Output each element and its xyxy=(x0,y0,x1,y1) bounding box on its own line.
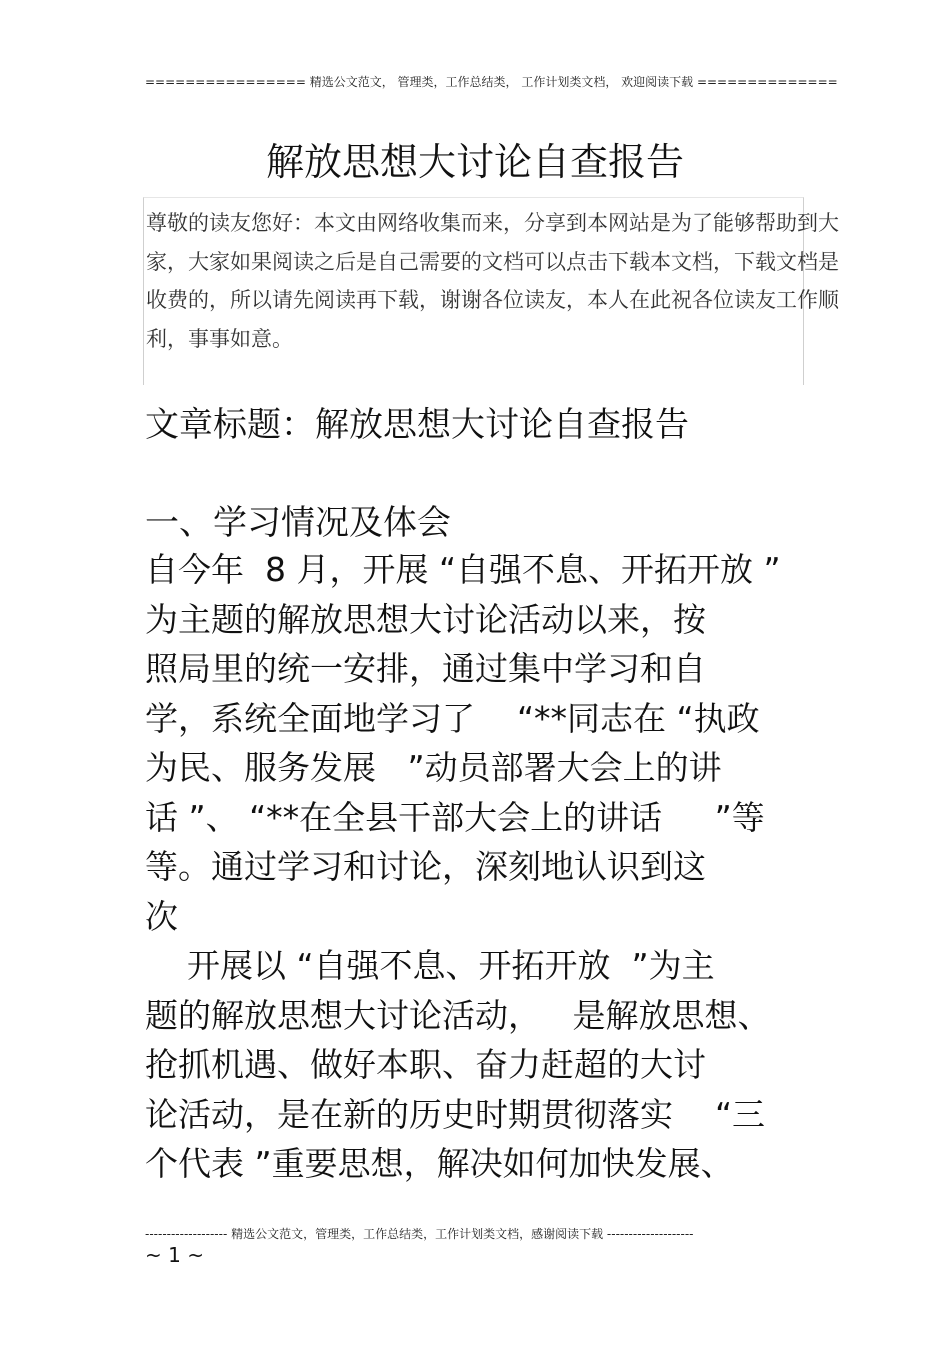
body-line: 为民、服务发展 ”动员部署大会上的讲 xyxy=(145,748,722,787)
article-title: 文章标题：解放思想大讨论自查报告 xyxy=(145,405,689,445)
section-heading: 一、学习情况及体会 xyxy=(145,503,451,543)
body-paragraphs xyxy=(145,545,815,1189)
notice-line: 尊敬的读友您好：本文由网络收集而来，分享到本网站是为了能够帮助到大 xyxy=(146,211,839,235)
notice-line: 利，事事如意。 xyxy=(146,326,293,351)
body-line: 个代表 ”重要思想，解决如何加快发展、 xyxy=(145,1144,734,1183)
page-header: ================ 精选公文范文， 管理类，工作总结类， 工作计划类文档， 欢迎阅读下载 ============== xyxy=(145,75,838,89)
body-line: 学，系统全面地学习了 “**同志在 “执政 xyxy=(145,698,760,738)
body-line: 题的解放思想大讨论活动， 是解放思想、 xyxy=(145,995,771,1035)
body-line: 次 xyxy=(145,896,178,936)
body-line: 为主题的解放思想大讨论活动以来，按 xyxy=(145,599,706,639)
body-line: 自今年 8 月，开展 “自强不息、开拓开放 ” xyxy=(145,550,781,589)
notice-line: 收费的，所以请先阅读再下载，谢谢各位读友，本人在此祝各位读友工作顺 xyxy=(146,288,839,312)
page-number: ~ 1 ~ xyxy=(145,1243,204,1267)
body-line: 抢抓机遇、做好本职、奋力赶超的大讨 xyxy=(145,1045,706,1084)
reader-notice-text xyxy=(146,204,839,358)
notice-line: 家，大家如果阅读之后是自己需要的文档可以点击下载本文档，下载文档是 xyxy=(146,249,839,274)
body-line: 等。通过学习和讨论，深刻地认识到这 xyxy=(145,847,706,886)
reader-notice-box xyxy=(143,197,839,385)
document-title: 解放思想大讨论自查报告 xyxy=(265,140,684,184)
body-line: 论活动，是在新的历史时期贯彻落实 “三 xyxy=(145,1094,766,1134)
page-footer: ------------------- 精选公文范文，管理类，工作总结类，工作计划类文档，感谢阅读下载 -------------------- xyxy=(145,1227,694,1241)
body-line: 开展以 “自强不息、开拓开放 ”为主 xyxy=(145,946,715,985)
body-line: 照局里的统一安排，通过集中学习和自 xyxy=(145,649,706,688)
body-line: 话 ”、 “**在全县干部大会上的讲话 ”等 xyxy=(145,797,765,837)
